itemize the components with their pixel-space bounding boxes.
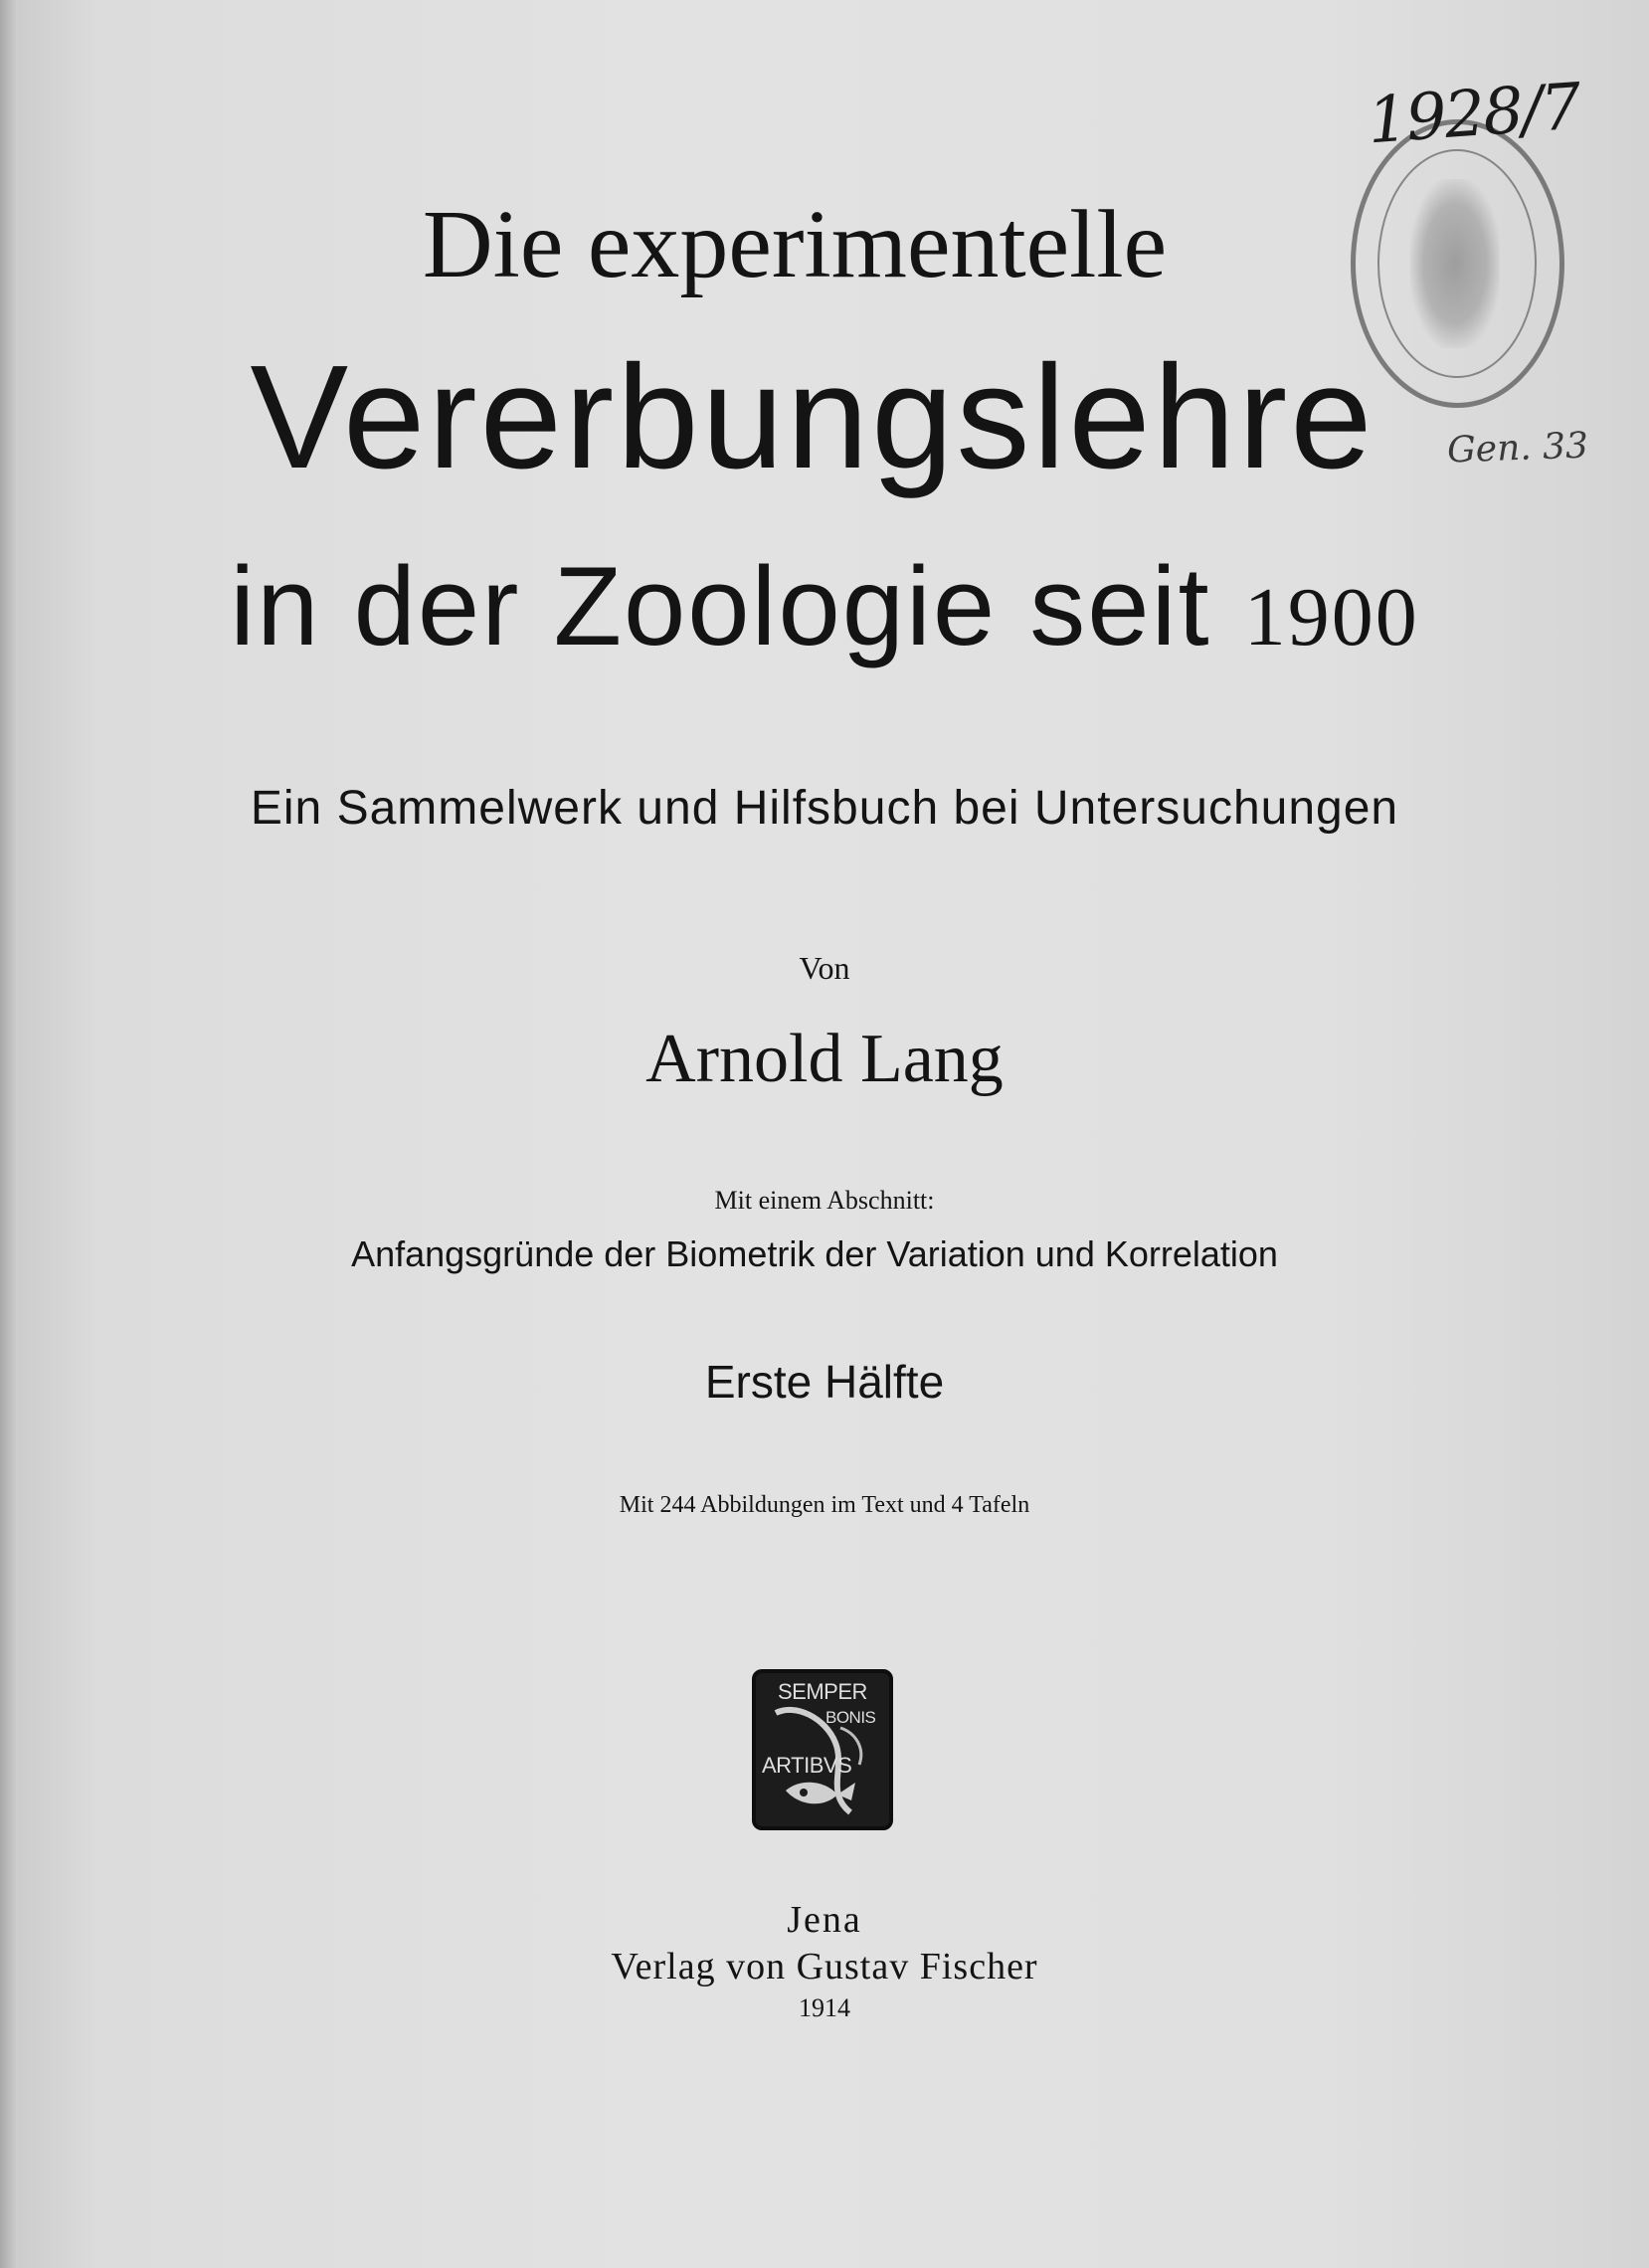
subtitle: Ein Sammelwerk und Hilfsbuch bei Untersuchungen [250, 782, 1399, 835]
publisher-emblem [752, 1669, 893, 1830]
title-line-1: Die experimentelle [422, 191, 1168, 298]
byline-von: Von [799, 950, 850, 986]
handwritten-classmark: Gen. 33 [1446, 425, 1589, 472]
handwritten-shelfmark: 1928/7 [1365, 70, 1582, 159]
emblem-word-1: SEMPER [778, 1679, 867, 1704]
imprint-year: 1914 [799, 1993, 850, 2022]
emblem-word-3: ARTIBVS [762, 1753, 852, 1778]
title-line-3 [0, 542, 1649, 670]
emblem-word-2: BONIS [825, 1708, 876, 1727]
author-name: Arnold Lang [645, 1021, 1004, 1097]
section-title: Anfangsgründe der Biometrik der Variation und Korrelation [351, 1233, 1278, 1274]
imprint-publisher: Verlag von Gustav Fischer [611, 1946, 1038, 1987]
title-year: 1900 [1243, 571, 1419, 663]
illustrations-note: Mit 244 Abbildungen im Text und 4 Tafeln [619, 1492, 1030, 1518]
section-intro: Mit einem Abschnitt: [714, 1186, 935, 1215]
imprint-city: Jena [787, 1899, 862, 1941]
title-line-3-text: in der Zoologie seit [230, 544, 1211, 668]
title-line-2: Vererbungslehre [250, 335, 1375, 499]
volume-label: Erste Hälfte [704, 1356, 945, 1408]
